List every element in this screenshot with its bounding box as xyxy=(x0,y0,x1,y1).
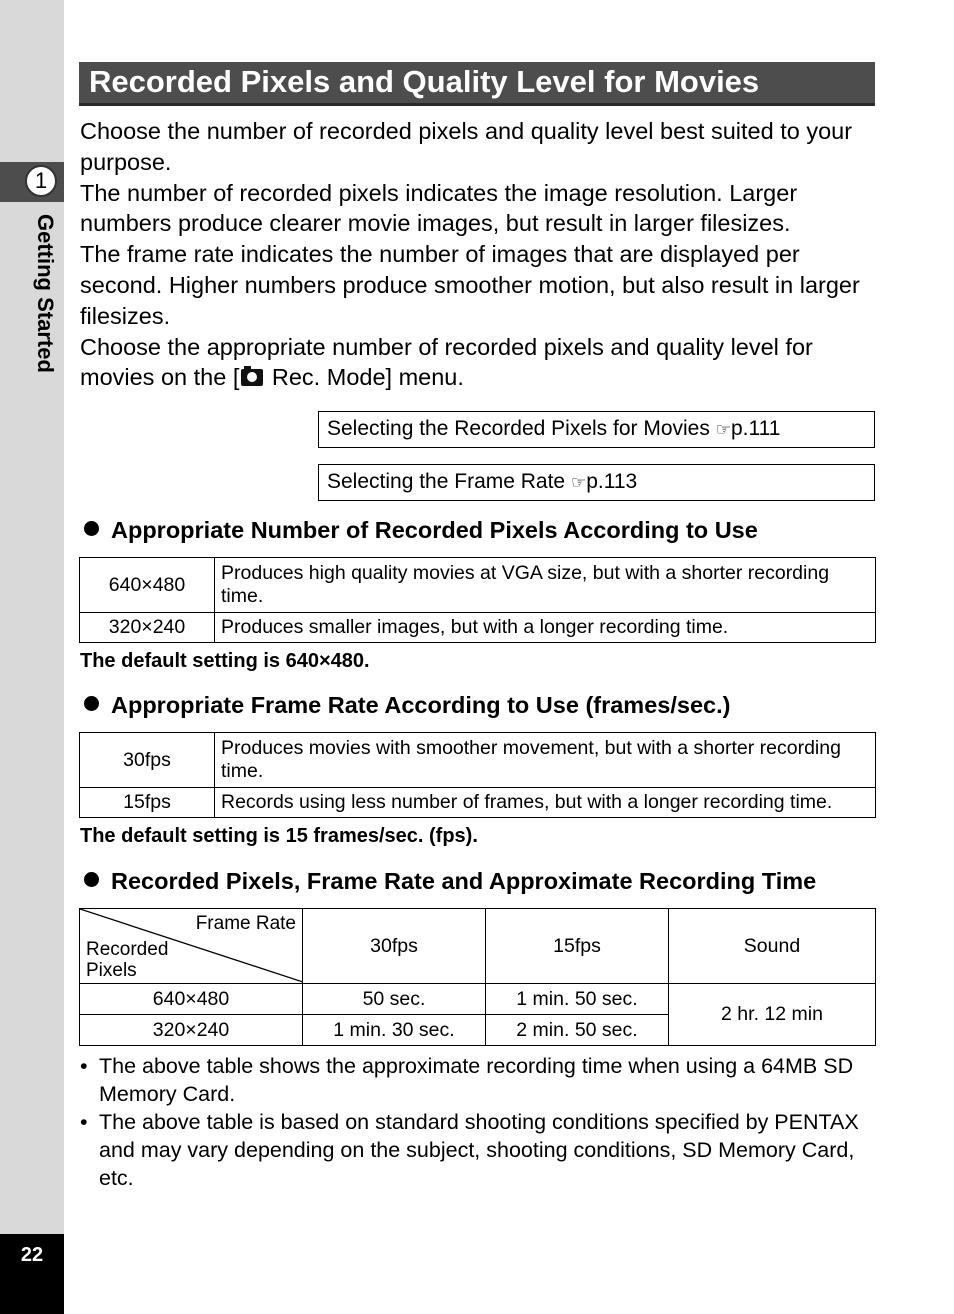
table-header-cell: Sound xyxy=(669,909,876,984)
default-note-pixels: The default setting is 640×480. xyxy=(80,650,370,672)
table-cell-value: 1 min. 50 sec. xyxy=(486,984,669,1015)
reference-text: Selecting the Frame Rate xyxy=(327,470,571,493)
intro-paragraph: The number of recorded pixels indicates the image resolution. Larger numbers produce clearer movie images, but result in larger filesizes. xyxy=(80,179,798,237)
framerate-table xyxy=(79,732,876,818)
table-row xyxy=(80,558,876,613)
table-cell-value: 1 min. 30 sec. xyxy=(303,1015,486,1046)
list-item: • The above table is based on standard shooting conditions specified by PENTAX and may vary depending on the subject, shooting conditions, SD Memory Card, etc. xyxy=(80,1108,880,1192)
reference-text: Selecting the Recorded Pixels for Movies xyxy=(327,417,716,440)
table-cell-key: 30fps xyxy=(80,733,215,788)
chapter-number: 1 xyxy=(25,165,57,197)
table-row xyxy=(80,788,876,818)
reference-link-recorded-pixels[interactable] xyxy=(318,411,875,448)
section-heading-pixels xyxy=(84,517,758,544)
corner-label-line: Recorded xyxy=(86,939,169,960)
intro-paragraph xyxy=(80,332,880,394)
table-corner-cell xyxy=(80,909,303,984)
recording-time-table xyxy=(79,908,876,1046)
default-note-framerate: The default setting is 15 frames/sec. (fps). xyxy=(80,825,478,847)
bullet-icon xyxy=(84,872,99,887)
intro-text-after: Rec. Mode] menu. xyxy=(265,364,464,391)
bullet-icon xyxy=(84,696,99,711)
section-title: Recorded Pixels, Frame Rate and Approximate Recording Time xyxy=(111,868,817,894)
table-cell-pixels: 640×480 xyxy=(80,984,303,1015)
table-cell-desc: Produces high quality movies at VGA size, but with a shorter recording time. xyxy=(215,558,876,613)
table-header-row xyxy=(80,909,876,984)
table-header-cell: 15fps xyxy=(486,909,669,984)
bullet-icon xyxy=(84,521,99,536)
table-cell-value: 2 min. 50 sec. xyxy=(486,1015,669,1046)
section-heading-recording-time xyxy=(84,868,816,895)
table-cell-sound: 2 hr. 12 min xyxy=(669,984,876,1046)
page-title: Recorded Pixels and Quality Level for Movies xyxy=(79,62,875,106)
corner-label-recorded-pixels xyxy=(86,939,168,981)
page-number: 22 xyxy=(20,1244,44,1266)
intro-paragraph: The frame rate indicates the number of images that are displayed per second. Higher numbers produce smoother motion, but also result in larger filesizes. xyxy=(80,241,860,329)
table-cell-desc: Records using less number of frames, but with a longer recording time. xyxy=(215,788,876,818)
table-cell-desc: Produces smaller images, but with a longer recording time. xyxy=(215,613,876,643)
table-row xyxy=(80,613,876,643)
page-reference-icon: ☞ xyxy=(715,420,731,439)
table-cell-desc: Produces movies with smoother movement, but with a shorter recording time. xyxy=(215,733,876,788)
section-title: Appropriate Number of Recorded Pixels According to Use xyxy=(111,517,758,543)
table-cell-key: 15fps xyxy=(80,788,215,818)
table-cell-value: 50 sec. xyxy=(303,984,486,1015)
intro-paragraph: Choose the number of recorded pixels and quality level best suited to your purpose. xyxy=(80,118,853,175)
table-header-cell: 30fps xyxy=(303,909,486,984)
reference-page: p.111 xyxy=(730,417,781,440)
pixels-table xyxy=(79,557,876,643)
table-cell-key: 320×240 xyxy=(80,613,215,643)
intro-text xyxy=(80,116,880,393)
reference-page: p.113 xyxy=(586,470,638,493)
notes-list xyxy=(80,1052,880,1192)
camera-icon xyxy=(241,369,263,386)
table-cell-pixels: 320×240 xyxy=(80,1015,303,1046)
page-reference-icon: ☞ xyxy=(570,473,587,492)
list-item: • The above table shows the approximate recording time when using a 64MB SD Memory Card. xyxy=(80,1052,880,1108)
section-heading-framerate xyxy=(84,692,730,719)
intro-text-before: Choose the appropriate number of recorded pixels and quality level for movies on the [ xyxy=(80,333,813,391)
table-cell-key: 640×480 xyxy=(80,558,215,613)
reference-link-frame-rate[interactable] xyxy=(318,464,875,501)
table-row xyxy=(80,733,876,788)
corner-label-line: Pixels xyxy=(86,960,137,981)
section-title: Appropriate Frame Rate According to Use (frames/sec.) xyxy=(111,692,731,718)
corner-label-frame-rate: Frame Rate xyxy=(195,913,296,934)
chapter-title: Getting Started xyxy=(33,214,58,373)
table-row xyxy=(80,984,876,1015)
